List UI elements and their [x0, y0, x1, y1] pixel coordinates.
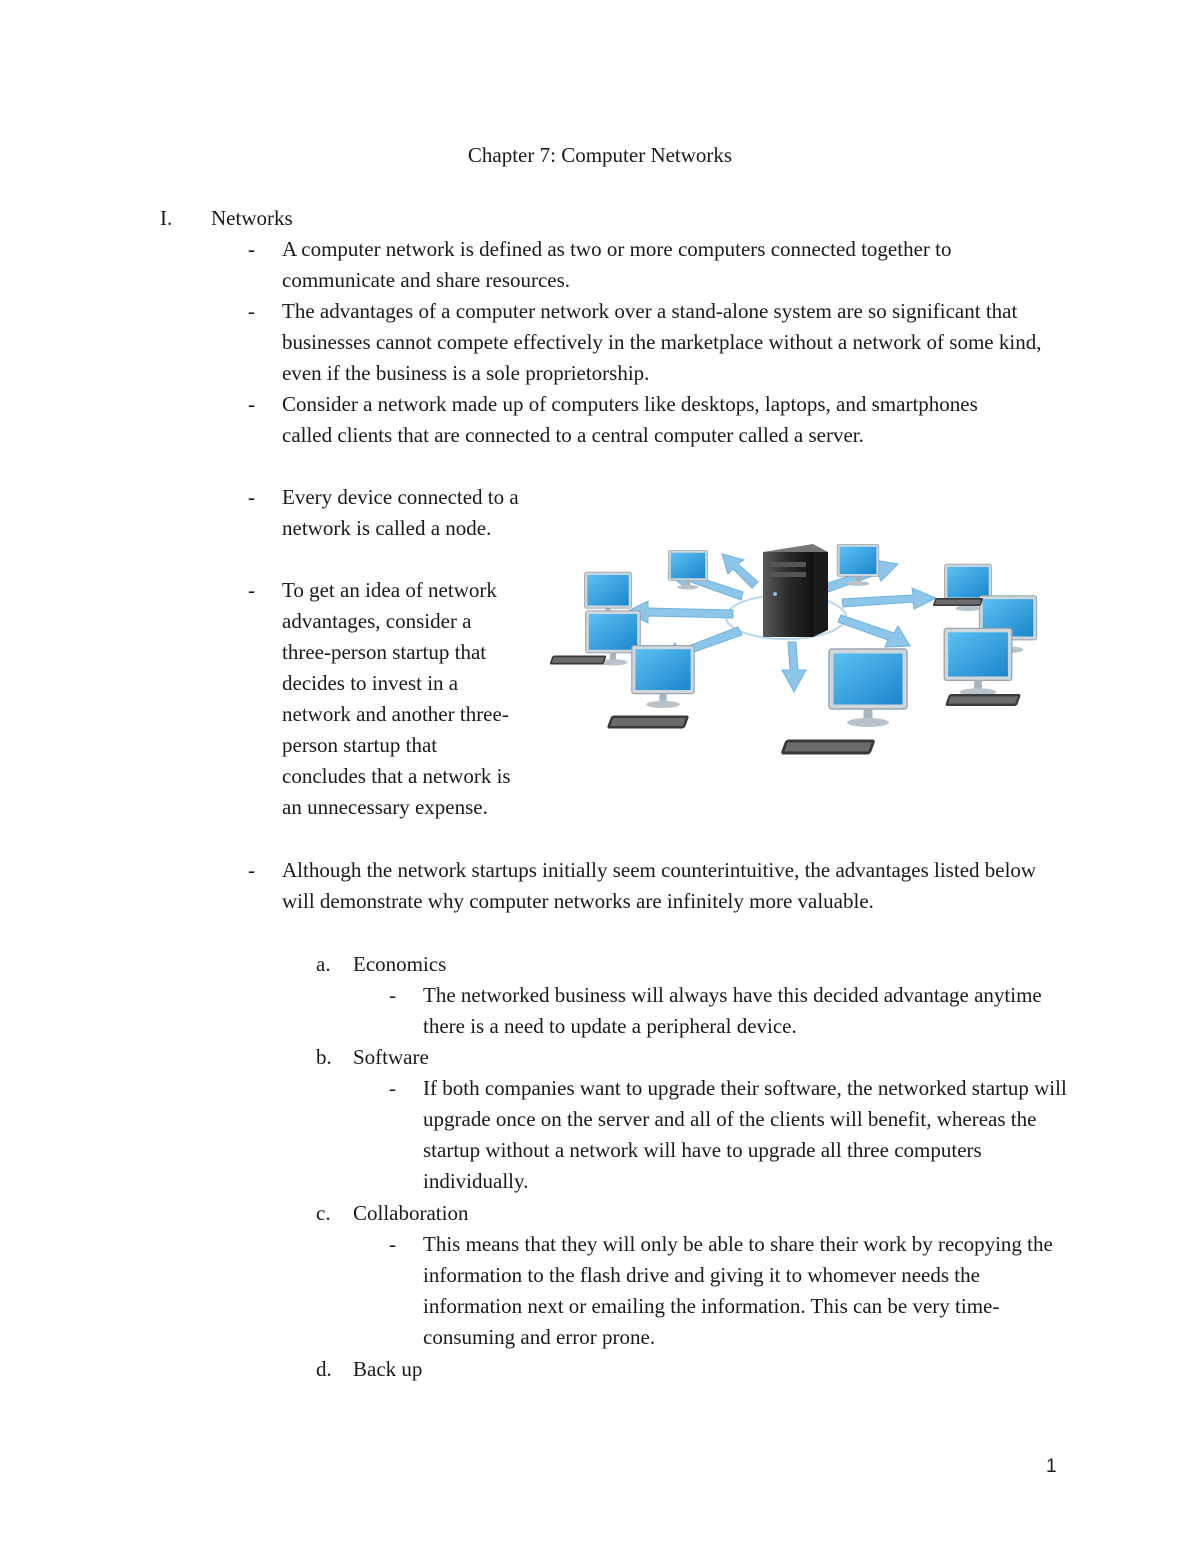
advantage-letter: a. — [316, 952, 331, 976]
bullet-clients-server: Consider a network made up of computers like desktops, laptops, and smartphones called clients that are connected to a central computer called a server. — [282, 392, 978, 447]
bullet-marker: - — [389, 983, 396, 1007]
page-number: 1 — [1046, 1456, 1057, 1477]
bullet-definition: A computer network is defined as two or more computers connected together to communicate and share resources. — [282, 237, 952, 292]
keyboard-icon — [780, 740, 875, 755]
keyboard-icon — [607, 716, 690, 729]
advantage-economics-detail: The networked business will always have this decided advantage anytime there is a need to update a peripheral device. — [423, 983, 1042, 1038]
advantage-letter: d. — [316, 1357, 332, 1381]
advantage-collaboration: Collaboration — [353, 1201, 469, 1225]
advantage-software-detail: If both companies want to upgrade their software, the networked startup will upgrade once on the server and all of the clients will benefit, whereas the startup without a network will have to upgrade all three computers individually. — [423, 1076, 1067, 1193]
advantage-economics: Economics — [353, 952, 447, 976]
server-icon — [763, 544, 828, 637]
page-title: Chapter 7: Computer Networks — [467, 143, 733, 167]
bullet-marker: - — [248, 858, 255, 882]
advantage-backup: Back up — [353, 1357, 423, 1381]
bullet-marker: - — [248, 237, 255, 261]
bullet-marker: - — [248, 485, 255, 509]
network-illustration — [538, 522, 1078, 782]
bullet-marker: - — [248, 392, 255, 416]
keyboard-icon — [933, 598, 984, 606]
bullet-advantages: The advantages of a computer network over a stand-alone system are so significant that businesses cannot compete effectively in the marketplace without a network of some kind, even if the business is a sole proprietorship. — [282, 299, 1042, 385]
client-monitor-icon — [829, 649, 907, 727]
bullet-marker: - — [389, 1232, 396, 1256]
keyboard-icon — [549, 656, 606, 665]
bullet-marker: - — [248, 578, 255, 602]
bullet-startups: To get an idea of network advantages, consider a three-person startup that decides to invest in a network and another three-person startup that concludes that a network is an unnecessary expense. — [282, 578, 511, 819]
bullet-node: Every device connected to a network is called a node. — [282, 485, 519, 540]
bullet-marker: - — [389, 1076, 396, 1100]
advantage-letter: b. — [316, 1045, 332, 1069]
advantage-collaboration-detail: This means that they will only be able to share their work by recopying the information to the flash drive and giving it to whomever needs the information next or emailing the information. This can be very time-consuming and error prone. — [423, 1232, 1053, 1349]
client-monitor-icon — [632, 646, 694, 708]
section-numeral: I. — [160, 206, 173, 230]
advantage-software: Software — [353, 1045, 429, 1069]
keyboard-icon — [945, 694, 1021, 706]
bullet-marker: - — [248, 299, 255, 323]
section-heading: Networks — [211, 206, 293, 230]
client-monitor-icon — [944, 628, 1012, 696]
bullet-counterintuitive: Although the network startups initially seem counterintuitive, the advantages listed below will demonstrate why computer networks are infinitely more valuable. — [282, 858, 1037, 913]
advantage-letter: c. — [316, 1201, 331, 1225]
